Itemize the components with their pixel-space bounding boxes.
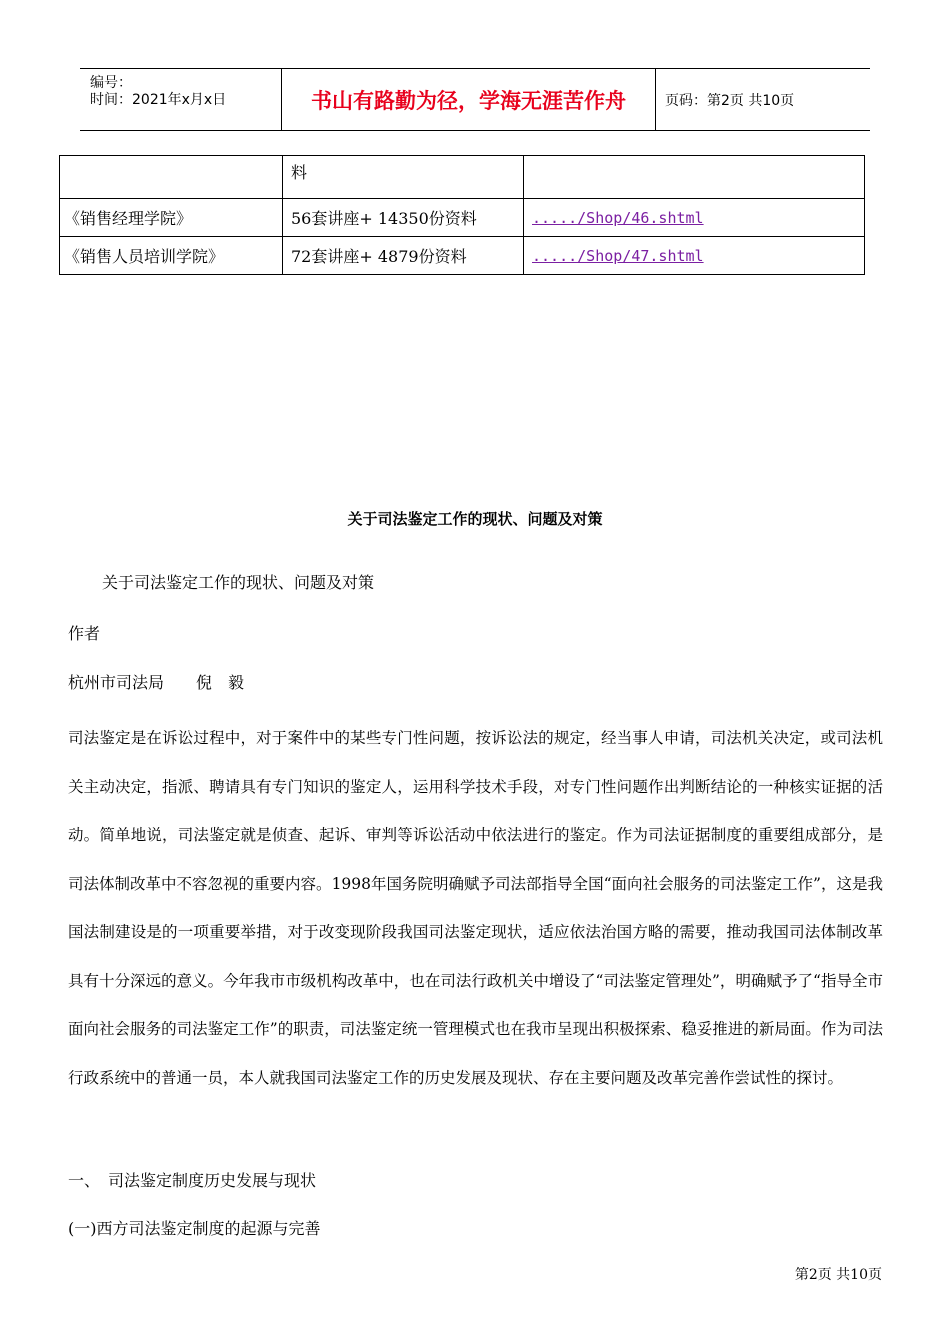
article-paragraph: 司法鉴定是在诉讼过程中，对于案件中的某些专门性问题，按诉讼法的规定，经当事人申请，司法机关决定，或司法机关主动决定，指派、聘请具有专门知识的鉴定人，运用科学技术手段，对专门性问题作出判断结论的一种核实证据的活动。简单地说，司法鉴定就是侦查、起诉、审判等诉讼活动中依法进行的鉴定。作为司法证据制度的重要组成部分，是司法体制改革中不容忽视的重要内容。1998年国务院明确赋予司法部指导全国“面向社会服务的司法鉴定工作”，这是我国法制建设是的一项重要举措，对于改变现阶段我国司法鉴定现状，适应依法治国方略的需要，推动我国司法体制改革具有十分深远的意义。今年我市市级机构改革中，也在司法行政机关中增设了“司法鉴定管理处”，明确赋予了“指导全市面向社会服务的司法鉴定工作”的职责，司法鉴定统一管理模式也在我市呈现出积极探索、稳妥推进的新局面。作为司法行政系统中的普通一员，本人就我国司法鉴定工作的历史发展及现状、存在主要问题及改革完善作尝试性的探讨。	[68, 729, 883, 1087]
header-slogan: 书山有路勤为径，学海无涯苦作舟	[282, 69, 656, 130]
table-row	[60, 199, 865, 237]
table-row	[60, 237, 865, 275]
table-cell-desc: 料	[283, 156, 524, 199]
section-heading: 一、 司法鉴定制度历史发展与现状	[68, 1171, 317, 1190]
header-page-info: 页码：第2页 共10页	[665, 92, 795, 109]
table-cell-link	[524, 199, 865, 237]
time-label: 时间：2021年x月x日	[90, 92, 227, 108]
table-cell-desc: 56套讲座+ 14350份资料	[283, 199, 524, 237]
subsection-heading: (一)西方司法鉴定制度的起源与完善	[68, 1219, 321, 1238]
table-cell-name	[60, 156, 283, 199]
author-line: 杭州市司法局 倪 毅	[68, 673, 245, 692]
table-cell-desc: 72套讲座+ 4879份资料	[283, 237, 524, 275]
table-cell-link	[524, 156, 865, 199]
table-row	[60, 156, 865, 199]
table-cell-name: 《销售经理学院》	[60, 199, 283, 237]
table-cell-link	[524, 237, 865, 275]
article-title: 关于司法鉴定工作的现状、问题及对策	[347, 510, 603, 528]
shop-link[interactable]: ...../Shop/47.shtml	[532, 246, 704, 265]
page-header	[80, 68, 870, 131]
article-subtitle: 关于司法鉴定工作的现状、问题及对策	[102, 573, 375, 592]
author-label: 作者	[68, 624, 101, 643]
page-footer: 第2页 共10页	[794, 1267, 882, 1283]
shop-link[interactable]: ...../Shop/46.shtml	[532, 208, 704, 227]
serial-label: 编号：	[90, 75, 132, 91]
header-meta	[80, 69, 282, 130]
resource-table	[59, 155, 865, 275]
table-cell-name: 《销售人员培训学院》	[60, 237, 283, 275]
